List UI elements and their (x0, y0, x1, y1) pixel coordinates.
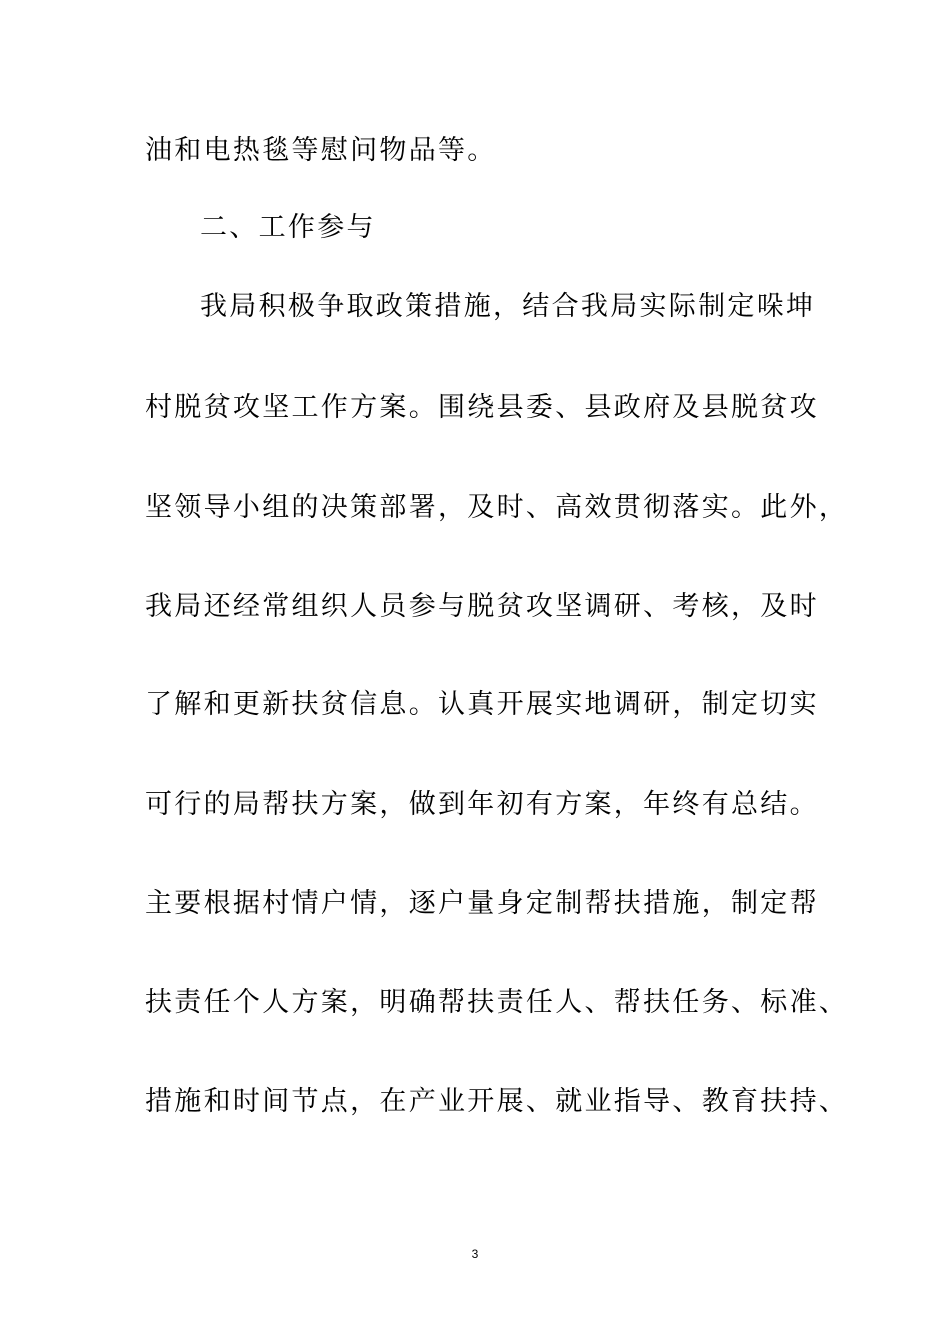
section-heading: 二、工作参与 (200, 212, 376, 243)
body-text-line: 了解和更新扶贫信息。认真开展实地调研，制定切实 (145, 689, 819, 720)
body-text-line: 可行的局帮扶方案，做到年初有方案，年终有总结。 (145, 789, 819, 820)
body-text-line: 主要根据村情户情，逐户量身定制帮扶措施，制定帮 (145, 888, 819, 919)
body-text-line: 措施和时间节点，在产业开展、就业指导、教育扶持、 (145, 1086, 849, 1117)
body-text-line: 我局积极争取政策措施，结合我局实际制定哚坤 (200, 291, 816, 322)
page-number: 3 (471, 1247, 479, 1261)
body-text-line: 村脱贫攻坚工作方案。围绕县委、县政府及县脱贫攻 (145, 392, 819, 423)
body-text-line: 油和电热毯等慰问物品等。 (145, 135, 497, 166)
body-text-line: 我局还经常组织人员参与脱贫攻坚调研、考核，及时 (145, 591, 819, 622)
body-text-line: 扶责任个人方案，明确帮扶责任人、帮扶任务、标准、 (145, 987, 849, 1018)
body-text-line: 坚领导小组的决策部署，及时、高效贯彻落实。此外， (145, 492, 849, 523)
